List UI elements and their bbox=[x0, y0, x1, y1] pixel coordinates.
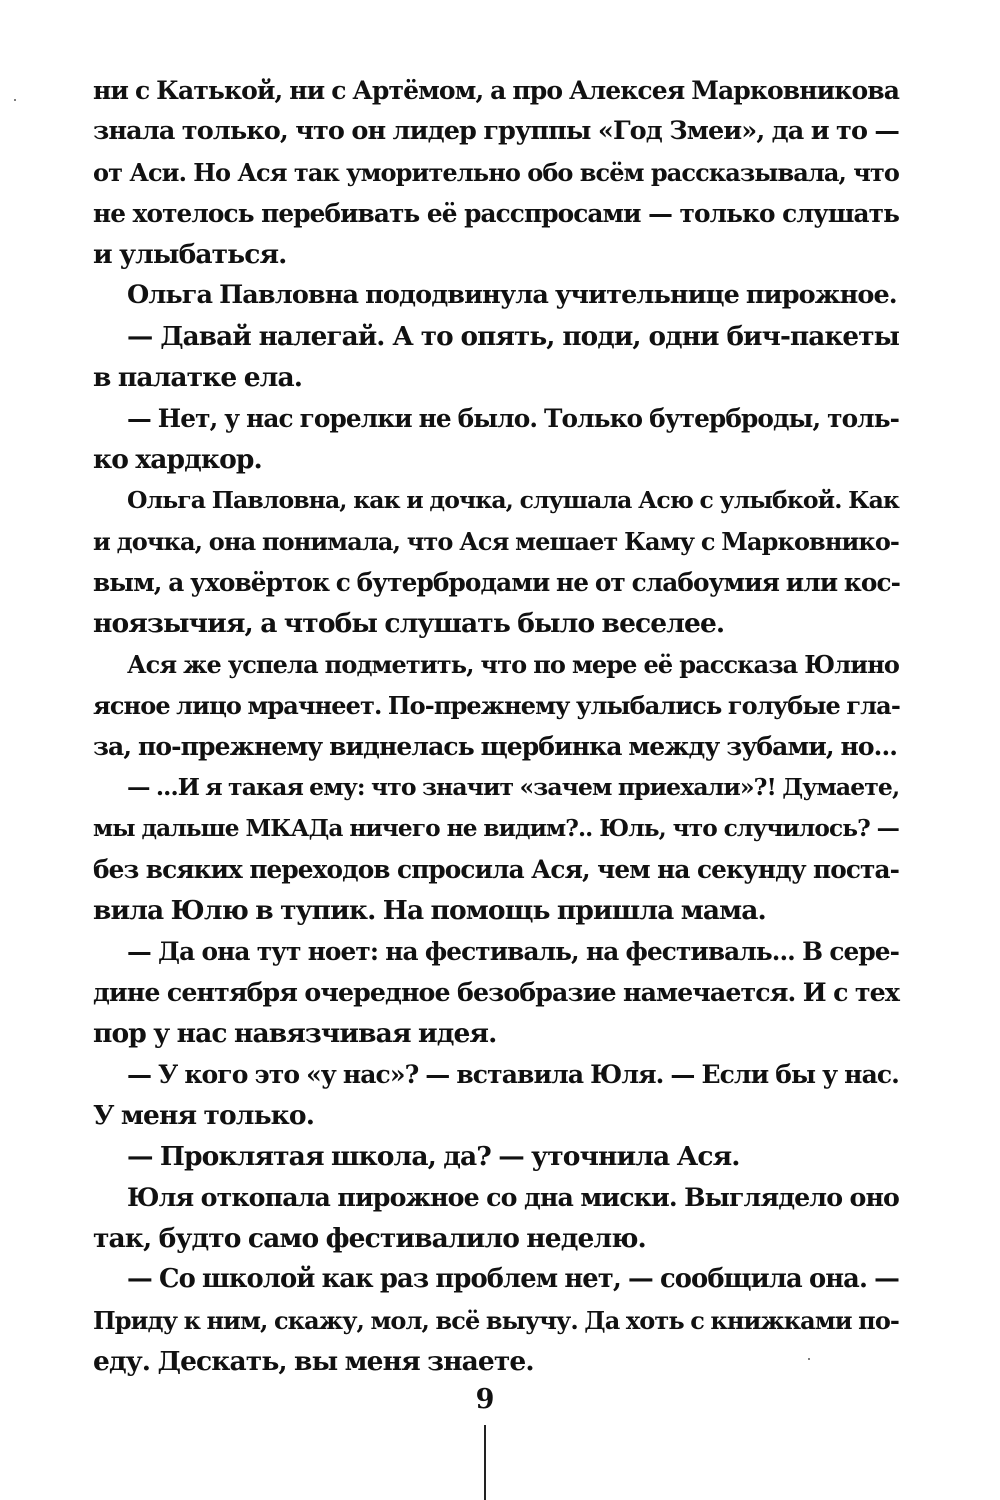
dialogue-line: — Нет, у нас горелки не было. Только бутерброды, толь- bbox=[127, 404, 899, 433]
text-line: ко хардкор. bbox=[93, 444, 262, 475]
dialogue-line: — Да она тут ноет: на фестиваль, на фестиваль... В сере- bbox=[127, 937, 899, 966]
text-line: У меня только. bbox=[93, 1100, 315, 1131]
paragraph-line: Ольга Павловна пододвинула учительнице пирожное. bbox=[127, 280, 897, 310]
page-text bbox=[93, 70, 899, 1382]
text-line: еду. Дескать, вы меня знаете. bbox=[93, 1346, 534, 1377]
scan-speck bbox=[14, 99, 16, 101]
text-line: не хотелось перебивать её расспросами — только слушать bbox=[93, 199, 899, 228]
dialogue-line: — Проклятая школа, да? — уточнила Ася. bbox=[127, 1141, 740, 1172]
text-line: дине сентября очередное безобразие намечается. И с тех bbox=[93, 977, 899, 1007]
paragraph-line: Юля откопала пирожное со дна миски. Выглядело оно bbox=[127, 1182, 899, 1212]
dialogue-line: — Со школой как раз проблем нет, — сообщила она. — bbox=[127, 1264, 899, 1294]
text-line: мы дальше МКАДа ничего не видим?.. Юль, что случилось? — bbox=[93, 815, 899, 842]
text-line: от Аси. Но Ася так уморительно обо всём рассказывала, что bbox=[93, 158, 899, 187]
text-line: за, по-прежнему виднелась щербинка между зубами, но... bbox=[93, 732, 898, 761]
dialogue-line: — ...И я такая ему: что значит «зачем приехали»?! Думаете, bbox=[127, 773, 900, 801]
text-line: вым, а уховёрток с бутербродами не от слабоумия или кос- bbox=[93, 568, 901, 597]
paragraph-line: Ася же успела подметить, что по мере её рассказа Юлино bbox=[127, 650, 899, 679]
text-line: без всяких переходов спросила Ася, чем на секунду поста- bbox=[93, 855, 899, 884]
text-line: в палатке ела. bbox=[93, 362, 303, 393]
text-line: ни с Катькой, ни с Артёмом, а про Алексея Марковникова bbox=[93, 76, 899, 105]
dialogue-line: — У кого это «у нас»? — вставила Юля. — Если бы у нас. bbox=[127, 1060, 899, 1089]
page-number-rule bbox=[484, 1425, 486, 1500]
text-line: и дочка, она понимала, что Ася мешает Каму с Марковнико- bbox=[93, 527, 899, 556]
text-line: пор у нас навязчивая идея. bbox=[93, 1018, 497, 1049]
text-line: так, будто само фестивалило неделю. bbox=[93, 1223, 646, 1254]
page-number: 9 bbox=[475, 1384, 495, 1415]
paragraph-line: Ольга Павловна, как и дочка, слушала Асю с улыбкой. Как bbox=[127, 486, 899, 514]
scan-speck bbox=[808, 1358, 810, 1360]
text-line: ноязычия, а чтобы слушать было веселее. bbox=[93, 608, 725, 639]
text-line: вила Юлю в тупик. На помощь пришла мама. bbox=[93, 895, 766, 926]
dialogue-line: — Давай налегай. А то опять, поди, одни бич-пакеты bbox=[127, 321, 899, 352]
text-line: ясное лицо мрачнеет. По-прежнему улыбались голубые гла- bbox=[93, 691, 900, 720]
text-line: знала только, что он лидер группы «Год Змеи», да и то — bbox=[93, 116, 899, 146]
text-line: Приду к ним, скажу, мол, всё выучу. Да хоть с книжками по- bbox=[93, 1306, 899, 1335]
text-line: и улыбаться. bbox=[93, 239, 287, 270]
